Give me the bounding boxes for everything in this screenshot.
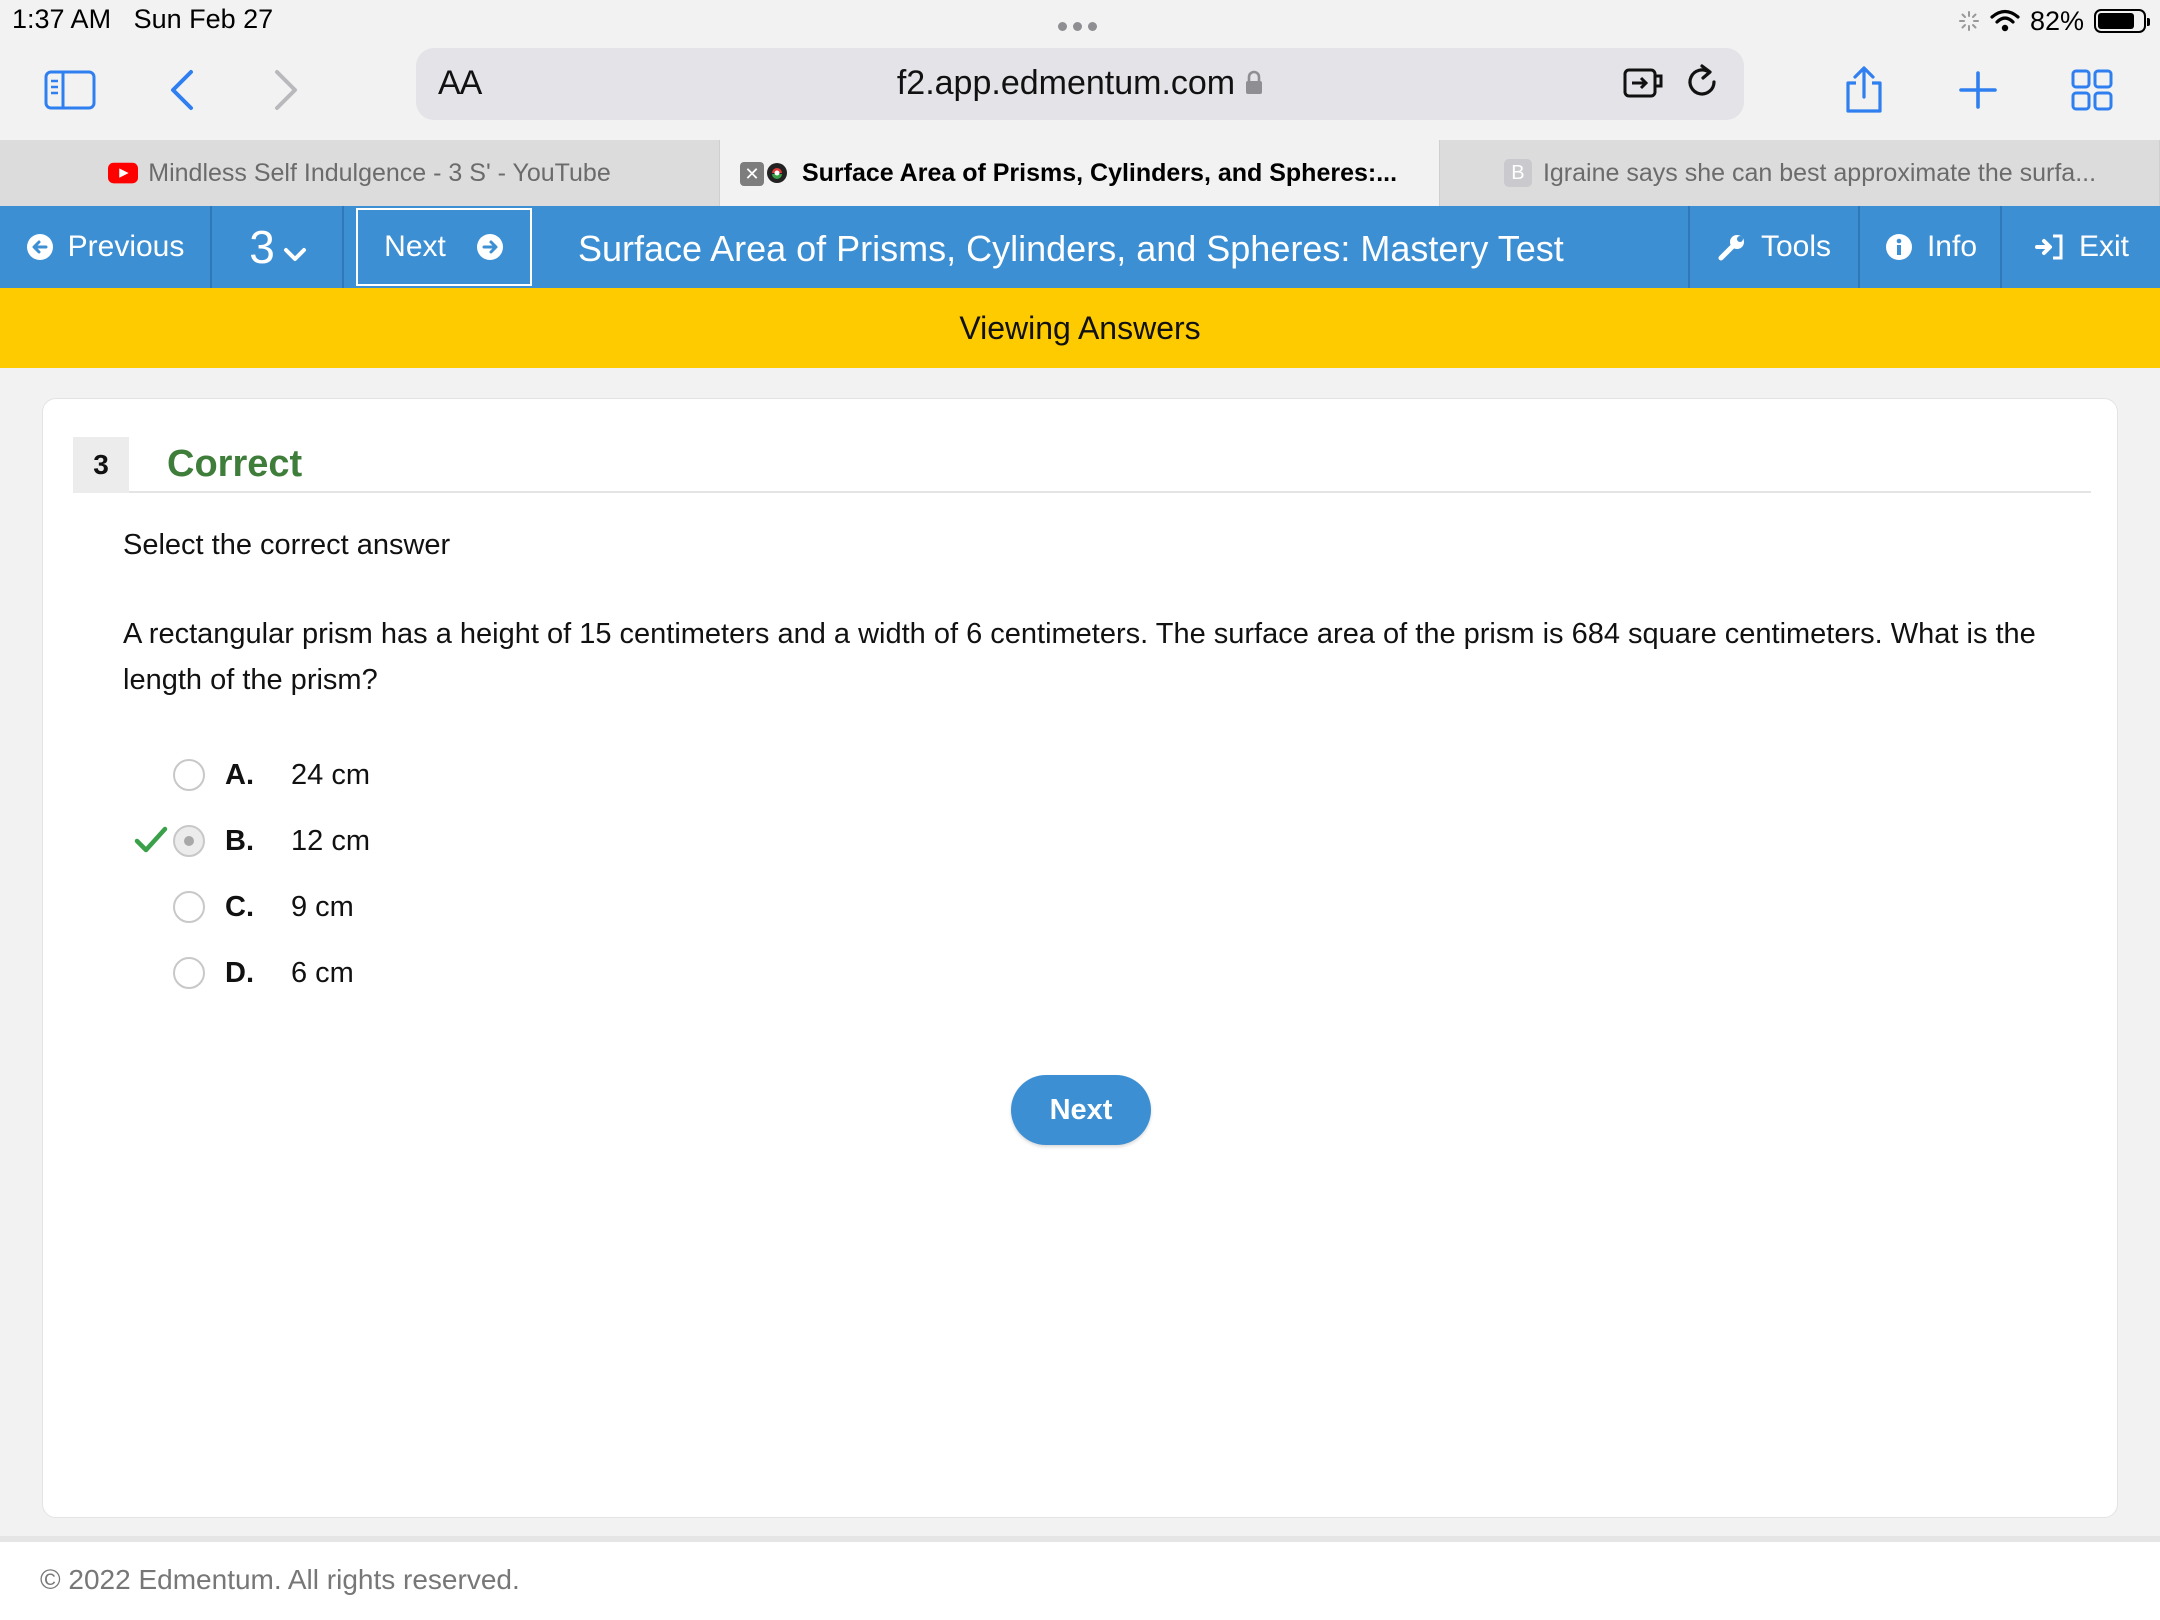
browser-toolbar [0,44,2160,140]
exit-button[interactable] [2004,206,2160,288]
arrow-left-circle-icon [26,233,54,261]
clock-date: Sun Feb 27 [133,4,274,34]
multitasking-dots-icon[interactable] [1058,18,1103,36]
previous-label: Previous [67,230,185,263]
info-icon [1885,233,1913,261]
edmentum-icon [762,162,792,184]
extension-icon[interactable] [1622,62,1666,107]
option-letter: D. [225,957,254,989]
test-nav-bar [0,206,2160,288]
close-tab-icon[interactable]: ✕ [740,162,764,186]
b-favicon-letter: B [1504,159,1532,187]
tab-overview-icon[interactable] [2062,60,2122,120]
reload-icon[interactable] [1682,62,1722,107]
lock-icon [1245,66,1263,105]
exit-icon [2035,233,2065,261]
radio-button[interactable] [173,759,205,791]
wrench-icon [1717,232,1747,262]
tab-title: Mindless Self Indulgence - 3 S' - YouTube [148,158,611,187]
next-label: Next [384,230,446,263]
tools-button[interactable] [1688,206,1860,288]
checkmark-icon [133,823,169,859]
wifi-icon [1990,9,2020,33]
tab-title: Surface Area of Prisms, Cylinders, and Spheres:... [801,158,1398,187]
question-selector[interactable] [214,206,344,288]
option-a[interactable] [123,745,723,811]
url-field[interactable] [416,64,1744,105]
viewing-answers-banner: Viewing Answers [0,288,2160,368]
next-nav-button[interactable] [356,208,532,286]
clock-time: 1:37 AM [12,4,112,34]
test-title: Surface Area of Prisms, Cylinders, and Spheres: Mastery Test [578,228,1564,269]
battery-percent: 82% [2029,5,2084,36]
radio-button-selected[interactable] [173,825,205,857]
option-letter: C. [225,891,254,923]
arrow-right-circle-icon [476,233,504,261]
answer-status: Correct [167,443,303,485]
info-label: Info [1926,230,1978,263]
option-text: 9 cm [291,891,354,923]
browser-tabs [0,140,2160,206]
status-time [12,4,273,35]
status-indicators [1958,4,2146,38]
option-letter: A. [225,759,254,791]
sidebar-icon[interactable] [40,60,100,120]
option-c[interactable] [123,877,723,943]
new-tab-icon[interactable] [1948,60,2008,120]
question-number: 3 [249,221,275,273]
tab-brainly[interactable] [1440,140,2160,206]
question-card [42,398,2118,1518]
question-header [73,437,2091,493]
option-d[interactable] [123,943,723,1009]
chevron-down-icon [283,237,307,271]
tools-label: Tools [1760,230,1832,263]
tab-edmentum[interactable] [720,140,1440,206]
activity-spinner-icon [1958,10,1980,32]
copyright-text: © 2022 Edmentum. All rights reserved. [40,1564,520,1595]
radio-button[interactable] [173,891,205,923]
tab-youtube[interactable] [0,140,720,206]
option-text: 24 cm [291,759,370,791]
address-bar[interactable] [416,48,1744,120]
url-text: f2.app.edmentum.com [896,64,1236,102]
footer [0,1536,2160,1620]
option-b[interactable] [123,811,723,877]
question-number-badge: 3 [73,437,129,493]
b-favicon-icon [1503,162,1533,184]
share-icon[interactable] [1834,60,1894,120]
radio-button[interactable] [173,957,205,989]
text-size-button[interactable]: AA [438,64,482,102]
option-text: 12 cm [291,825,370,857]
question-instruction: Select the correct answer [123,529,451,561]
option-letter: B. [225,825,254,857]
answer-options [123,745,723,1009]
next-button[interactable]: Next [1011,1075,1151,1145]
exit-label: Exit [2078,230,2129,263]
battery-icon [2094,9,2146,33]
info-button[interactable] [1862,206,2002,288]
back-icon[interactable] [152,60,212,120]
forward-icon[interactable] [256,60,316,120]
previous-button[interactable] [0,206,212,288]
question-text: A rectangular prism has a height of 15 centimeters and a width of 6 centimeters. The surface area of the prism is 684 square centimeters. What is the length of the prism? [123,618,2036,696]
status-bar [0,0,2160,44]
youtube-icon [108,162,138,184]
tab-title: Igraine says she can best approximate the surfa... [1542,158,2097,187]
option-text: 6 cm [291,957,354,989]
